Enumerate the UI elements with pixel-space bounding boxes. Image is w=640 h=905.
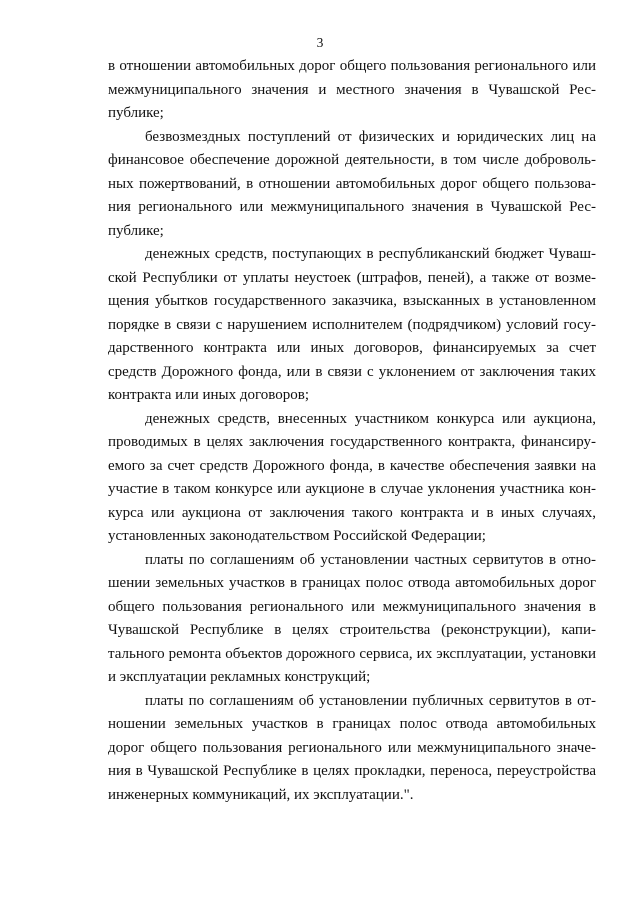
paragraph-3: денежных средств, поступающих в республиканский бюджет Чувашской Республики от уплаты неустоек (штрафов, пеней), а также от возмещения убытков государственного заказчика, взысканных в установленном порядке в связи с нарушением исполнителем (подрядчиком) условий государственного контракта или иных договоров, финансируемых за счет средств Дорожного фонда, или в связи с уклонением от заключения таких контракта или иных договоров; [108,246,596,403]
page-number: 3 [316,35,324,50]
paragraph-2: безвозмездных поступлений от физических и юридических лиц на финансовое обеспечение дорожной деятельности, в том числе добровольных пожертвований, в отношении автомобильных дорог общего пользования регионального или межмуниципального значения в Чувашской Республике; [108,128,596,239]
paragraph-5: платы по соглашениям об установлении частных сервитутов в отношении земельных участков в границах полос отвода автомобильных дорог общего пользования регионального или межмуниципального значения в Чувашской Республике в целях строительства (реконструкции), капитального ремонта объектов дорожного сервиса, их эксплуатации, установки и эксплуатации рекламных конструкций; [108,551,596,685]
paragraph-4: денежных средств, внесенных участником конкурса или аукциона, проводимых в целях заключения государственного контракта, финансируемого за счет средств Дорожного фонда, в качестве обеспечения заявки на участие в таком конкурсе или аукционе в случае уклонения участника конкурса или аукциона от заключения такого контракта и в иных случаях, установленных законодательством Российской Федерации; [108,410,596,544]
paragraph-1: в отношении автомобильных дорог общего пользования регионального или межмуниципального значения и местного значения в Чувашской Республике; [108,58,596,121]
paragraph-6: платы по соглашениям об установлении публичных сервитутов в отношении земельных участков в границах полос отвода автомобильных дорог общего пользования регионального или межмуниципального значения в Чувашской Республике в целях прокладки, переноса, переустройства инженерных коммуникаций, их эксплуатации.". [108,692,596,803]
document-body [108,55,596,807]
